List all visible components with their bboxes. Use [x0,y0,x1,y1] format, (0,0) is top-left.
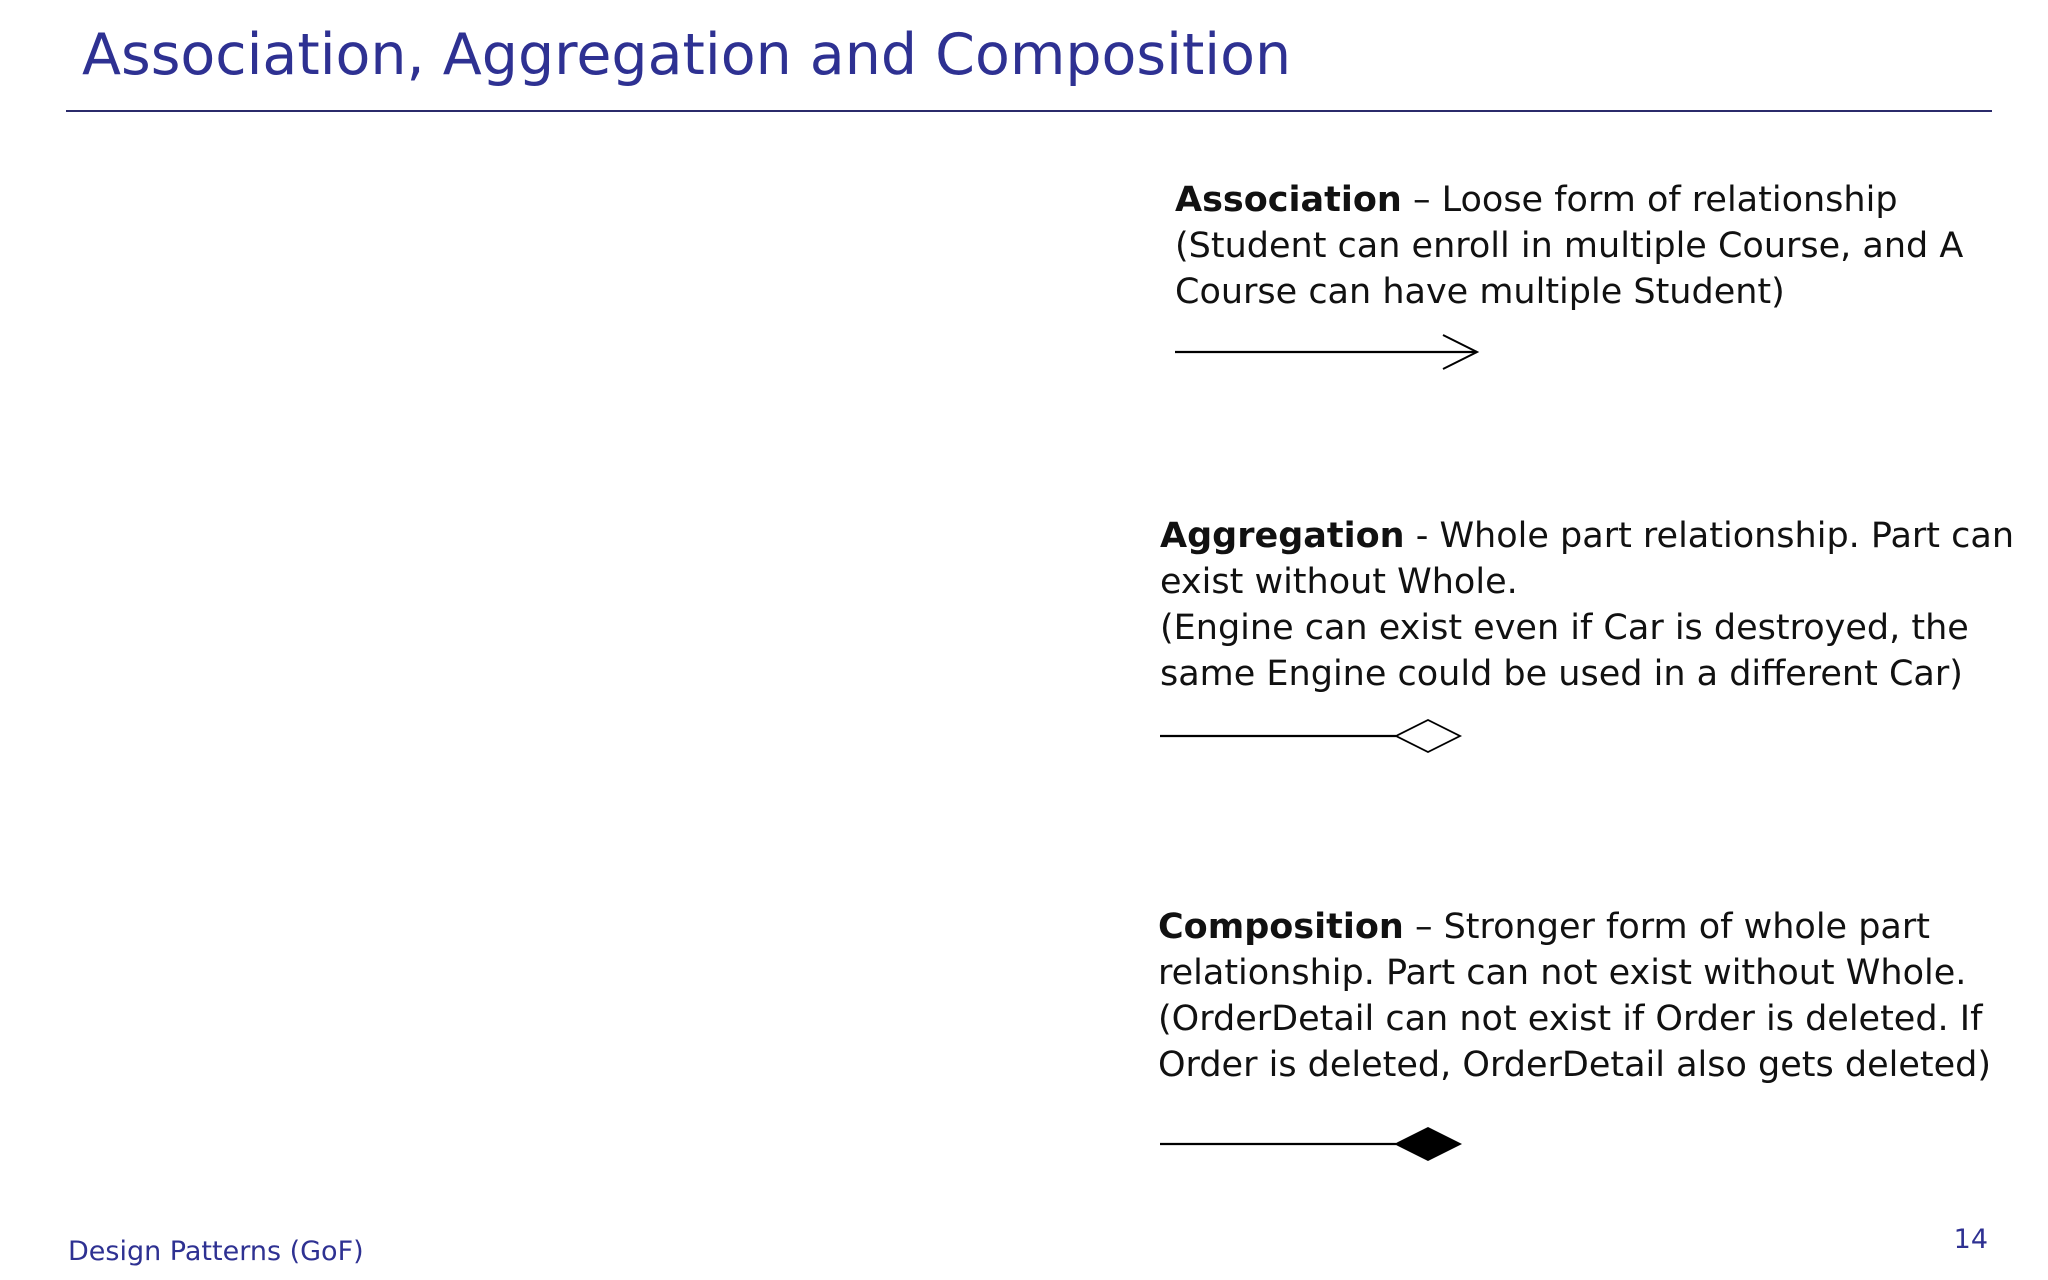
composition-line-1-text: – Stronger form of whole part [1403,907,1930,947]
association-line-1-text: – Loose form of relationship [1401,180,1898,220]
composition-diamond [1396,1128,1460,1160]
page-title: Association, Aggregation and Composition [82,22,1292,88]
aggregation-term: Aggregation [1160,516,1405,556]
footer-course-name: Design Patterns (GoF) [68,1236,364,1267]
composition-line-1 [1158,904,1991,950]
aggregation-line-3: (Engine can exist even if Car is destroyed, the [1160,608,1969,648]
title-divider [66,110,1992,112]
composition-description [1158,904,1991,1088]
composition-line-4: Order is deleted, OrderDetail also gets deleted) [1158,1045,1992,1085]
association-line-3: Course can have multiple Student) [1175,272,1785,312]
aggregation-line-4: same Engine could be used in a different Car) [1160,654,1963,694]
aggregation-diamond [1396,720,1460,752]
composition-line-3: (OrderDetail can not exist if Order is deleted. If [1158,999,1983,1039]
page-number: 14 [1953,1224,1988,1255]
open-arrow-icon [1175,330,1485,374]
composition-line-2: relationship. Part can not exist without Whole. [1158,953,1967,993]
association-term: Association [1175,180,1402,220]
composition-term: Composition [1158,907,1404,947]
association-line-1 [1175,177,1963,223]
aggregation-description [1160,513,2014,697]
association-line-2: (Student can enroll in multiple Course, and A [1175,226,1964,266]
hollow-diamond-icon [1160,712,1470,760]
aggregation-line-1-text: - Whole part relationship. Part can [1404,516,2015,556]
association-description [1175,177,1963,315]
aggregation-line-1 [1160,513,2014,559]
filled-diamond-icon [1160,1120,1470,1168]
aggregation-line-2: exist without Whole. [1160,562,1518,602]
